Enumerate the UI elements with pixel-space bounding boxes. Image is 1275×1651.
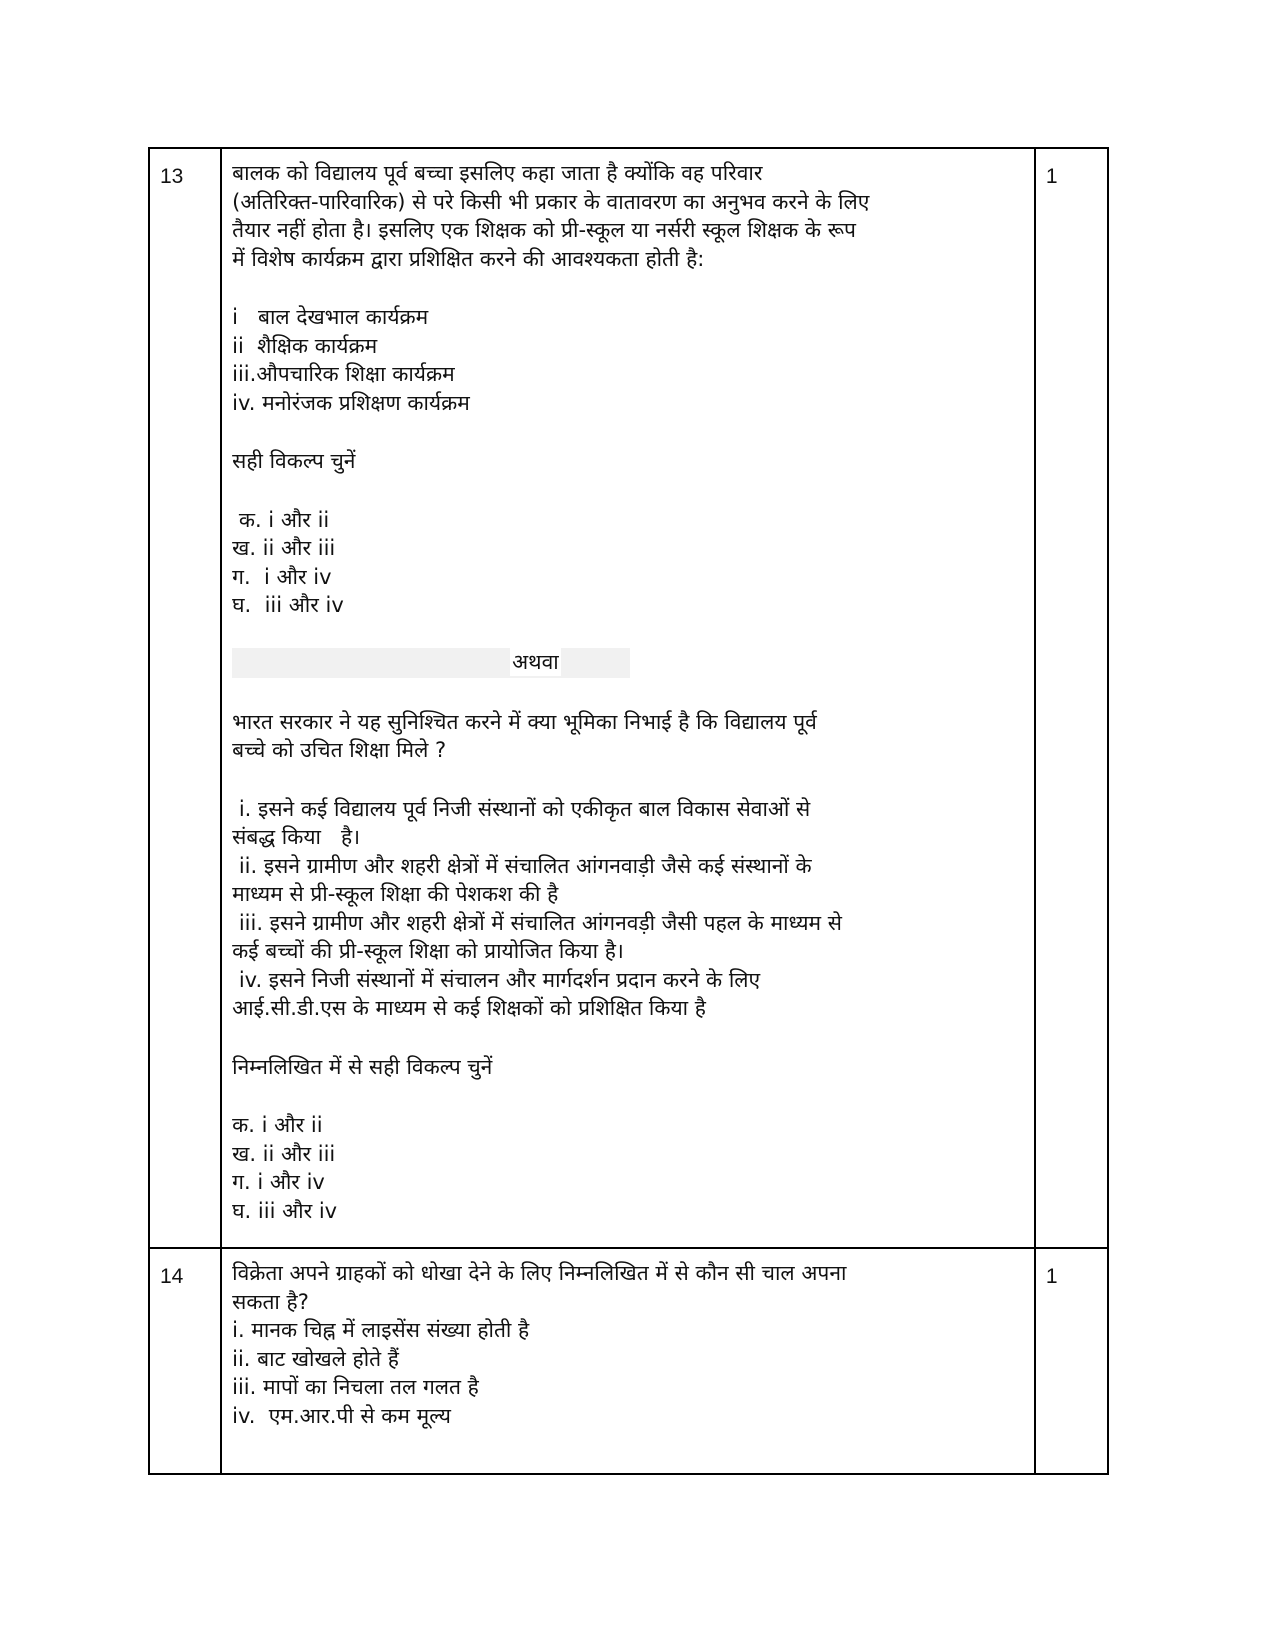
statement-item: i. मानक चिह्न में लाइसेंस संख्या होती है <box>232 1318 530 1342</box>
or-label: अथवा <box>510 648 561 677</box>
statement-item: ii शैक्षिक कार्यक्रम <box>232 333 378 358</box>
alt-instruction-text: निम्नलिखित में से सही विकल्प चुनें <box>232 1054 493 1079</box>
question-stem-line: बालक को विद्यालय पूर्व बच्चा इसलिए कहा जाता है क्योंकि वह परिवार <box>232 161 763 185</box>
question-marks: 1 <box>1035 148 1108 1248</box>
statement-item: iii.औपचारिक शिक्षा कार्यक्रम <box>232 362 455 386</box>
question-body <box>221 148 1035 1248</box>
statement-item: iii. मापों का निचला तल गलत है <box>232 1375 479 1399</box>
alt-option-item: ख. ii और iii <box>232 1141 336 1166</box>
question-stem-line: (अतिरिक्त-पारिवारिक) से परे किसी भी प्रकार के वातावरण का अनुभव करने के लिए <box>232 189 870 214</box>
option-item: ग. i और iv <box>232 564 332 589</box>
question-row-13 <box>149 148 1108 1248</box>
statement-item: iv. मनोरंजक प्रशिक्षण कार्यक्रम <box>232 390 470 415</box>
statement-item: iv. एम.आर.पी से कम मूल्य <box>232 1403 451 1428</box>
question-stem-line: विक्रेता अपने ग्राहकों को धोखा देने के लिए निम्नलिखित में से कौन सी चाल अपना <box>232 1261 847 1285</box>
alt-statement-line: संबद्ध किया है। <box>232 825 361 849</box>
question-body <box>221 1248 1035 1474</box>
option-item: घ. iii और iv <box>232 593 344 617</box>
alt-statement-line: iii. इसने ग्रामीण और शहरी क्षेत्रों में संचालित आंगनवड़ी जैसी पहल के माध्यम से <box>232 910 842 935</box>
question-number: 13 <box>149 148 221 1248</box>
alt-statement-line: माध्यम से प्री-स्कूल शिक्षा की पेशकश की है <box>232 882 559 906</box>
alt-statement-line: i. इसने कई विद्यालय पूर्व निजी संस्थानों को एकीकृत बाल विकास सेवाओं से <box>232 796 811 821</box>
option-item: क. i और ii <box>232 507 330 532</box>
alt-option-item: घ. iii और iv <box>232 1198 338 1223</box>
question-stem-line: सकता है? <box>232 1289 309 1314</box>
alt-statement-line: iv. इसने निजी संस्थानों में संचालन और मार्गदर्शन प्रदान करने के लिए <box>232 967 761 992</box>
statement-item: i बाल देखभाल कार्यक्रम <box>232 305 429 329</box>
question-stem-line: तैयार नहीं होता है। इसलिए एक शिक्षक को प्री-स्कूल या नर्सरी स्कूल शिक्षक के रूप <box>232 218 856 242</box>
alt-option-item: क. i और ii <box>232 1113 323 1137</box>
question-marks: 1 <box>1035 1248 1108 1474</box>
alt-statement-line: आई.सी.डी.एस के माध्यम से कई शिक्षकों को प्रशिक्षित किया है <box>232 996 706 1020</box>
alt-statement-line: ii. इसने ग्रामीण और शहरी क्षेत्रों में संचालित आंगनवाड़ी जैसे कई संस्थानों के <box>232 853 812 878</box>
option-item: ख. ii और iii <box>232 536 336 560</box>
question-number: 14 <box>149 1248 221 1474</box>
instruction-text: सही विकल्प चुनें <box>232 449 356 473</box>
alt-question-stem-line: भारत सरकार ने यह सुनिश्चित करने में क्या भूमिका निभाई है कि विद्यालय पूर्व <box>232 709 817 734</box>
question-row-14 <box>149 1248 1108 1474</box>
question-table <box>148 147 1109 1475</box>
alt-option-item: ग. i और iv <box>232 1170 325 1194</box>
statement-item: ii. बाट खोखले होते हैं <box>232 1346 399 1371</box>
or-divider <box>232 648 630 678</box>
alt-question-stem-line: बच्चे को उचित शिक्षा मिले ? <box>232 738 447 762</box>
question-stem-line: में विशेष कार्यक्रम द्वारा प्रशिक्षित करने की आवश्यकता होती है: <box>232 246 705 271</box>
alt-statement-line: कई बच्चों की प्री-स्कूल शिक्षा को प्रायोजित किया है। <box>232 939 624 963</box>
